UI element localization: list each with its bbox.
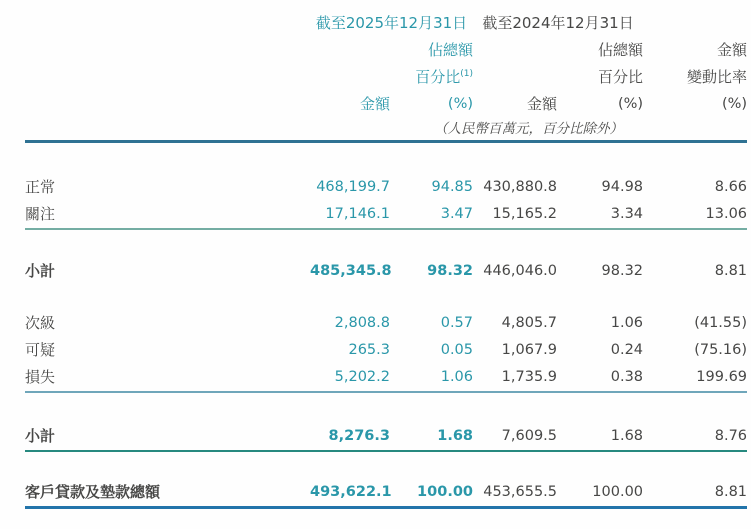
row-label: 小計: [25, 423, 310, 451]
cell-change-pct: 8.81: [643, 479, 747, 508]
col-header-pct-change: (%): [721, 96, 748, 112]
table-row-substandard: [25, 310, 747, 337]
row-label: 小計: [25, 262, 56, 280]
period-header-2024: 截至2024年12月31日: [482, 14, 634, 32]
cell-change-pct: 199.69: [643, 364, 747, 392]
cell-pct-2024: 98.32: [601, 263, 644, 279]
table-row-normal: [25, 174, 747, 201]
cell-amount-2025: 485,345.8: [310, 263, 392, 279]
cell-change-pct: 8.76: [643, 423, 747, 451]
spacer: [25, 451, 747, 479]
cell-pct-2024: 1.68: [557, 423, 643, 451]
cell-pct-2025: 94.85: [431, 179, 474, 195]
table-row-subtotal-npl: [25, 423, 747, 451]
cell-amount-2024: 15,165.2: [473, 201, 557, 229]
spacer: [25, 142, 747, 175]
row-label: 可疑: [25, 341, 56, 359]
period-header-2025: 截至2025年12月31日: [315, 14, 468, 32]
row-label: 損失: [25, 364, 310, 392]
cell-pct-2024: 94.98: [601, 179, 644, 195]
loan-quality-table: [25, 10, 747, 509]
unit-note-row: [25, 118, 747, 142]
cell-pct-2025: 98.32: [427, 263, 474, 279]
spacer: [25, 285, 747, 310]
cell-change-pct: (41.55): [694, 315, 748, 331]
cell-pct-2024: 3.34: [557, 201, 643, 229]
table-row-loss: [25, 364, 747, 392]
col-header-amount-2024: 金額: [527, 95, 558, 113]
column-header-row-3: [25, 91, 747, 118]
cell-amount-2025: 265.3: [348, 342, 390, 358]
cell-amount-2024: 430,880.8: [483, 179, 558, 195]
table-row-special-mention: [25, 201, 747, 229]
cell-pct-2025: 1.06: [390, 364, 473, 392]
col-header-share-2024-line1: 佔總額: [598, 41, 644, 59]
cell-change-pct: 8.66: [714, 179, 748, 195]
row-label: 關注: [25, 201, 310, 229]
col-header-amount-2025: 金額: [359, 95, 390, 113]
cell-amount-2024: 453,655.5: [473, 479, 557, 508]
cell-pct-2024: 0.24: [610, 342, 644, 358]
col-header-change-line1: 金額: [717, 41, 748, 59]
share-percentage-label: 百分比: [415, 68, 461, 86]
column-header-row-1: [25, 37, 747, 64]
cell-amount-2024: 7,609.5: [473, 423, 557, 451]
cell-pct-2025: 0.57: [440, 315, 474, 331]
cell-pct-2024: 100.00: [557, 479, 643, 508]
cell-amount-2025: 5,202.2: [310, 364, 390, 392]
cell-amount-2025: 2,808.8: [334, 315, 390, 331]
row-label: 次級: [25, 314, 56, 332]
cell-amount-2025: 493,622.1: [310, 479, 390, 508]
cell-pct-2024: 0.38: [557, 364, 643, 392]
cell-change-pct: (75.16): [694, 342, 748, 358]
cell-amount-2025: 17,146.1: [310, 201, 390, 229]
cell-pct-2025: 100.00: [390, 479, 473, 508]
col-header-change-line2: 變動比率: [687, 68, 748, 86]
unit-note: （人民幣百萬元，百分比除外）: [310, 118, 747, 142]
spacer: [25, 392, 747, 423]
table-row-subtotal-performing: [25, 258, 747, 285]
cell-change-pct: 8.81: [714, 263, 748, 279]
cell-amount-2024: 4,805.7: [501, 315, 558, 331]
cell-pct-2025: 3.47: [390, 201, 473, 229]
spacer: [25, 229, 747, 258]
cell-pct-2025: 1.68: [390, 423, 473, 451]
col-header-share-2025-line1: 佔總額: [428, 41, 474, 59]
cell-change-pct: 13.06: [643, 201, 747, 229]
footnote-1-marker: (1): [460, 69, 474, 79]
col-header-share-2024-line2: 百分比: [598, 68, 644, 86]
table-row-doubtful: [25, 337, 747, 364]
period-header-row: [25, 10, 747, 37]
col-header-share-2025-line2: [390, 64, 473, 91]
col-header-pct-2024: (%): [617, 96, 644, 112]
cell-amount-2024: 446,046.0: [483, 263, 558, 279]
column-header-row-2: [25, 64, 747, 91]
table-row-total-loans: [25, 479, 747, 508]
cell-amount-2025: 468,199.7: [316, 179, 390, 195]
cell-amount-2024: 1,067.9: [501, 342, 558, 358]
row-label: 正常: [25, 178, 56, 196]
cell-pct-2025: 0.05: [440, 342, 474, 358]
cell-amount-2025: 8,276.3: [310, 423, 390, 451]
cell-pct-2024: 1.06: [610, 315, 644, 331]
row-label: 客戶貸款及墊款總額: [25, 479, 310, 508]
col-header-pct-2025: (%): [447, 96, 474, 112]
cell-amount-2024: 1,735.9: [473, 364, 557, 392]
